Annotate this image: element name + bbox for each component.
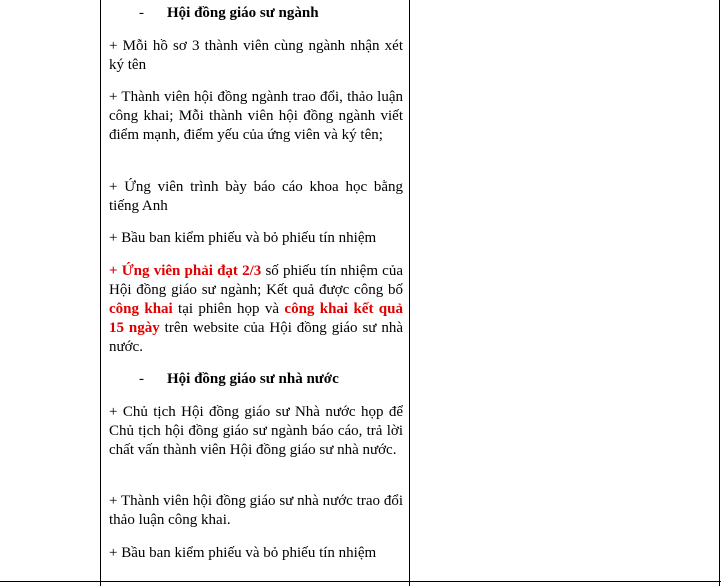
paragraph-5-text-3: trên website của Hội đồng giáo sư nhà nước. [109, 320, 404, 355]
section1-paragraph-4: + Bầu ban kiểm phiếu và bỏ phiếu tín nhiệm [109, 230, 377, 246]
section2-paragraph-3: + Bầu ban kiểm phiếu và bỏ phiếu tín nhiệm [109, 545, 377, 561]
section1-paragraph-5 [109, 262, 403, 357]
section2-paragraph-2: + Thành viên hội đồng giáo sư nhà nước trao đổi thảo luận công khai. [109, 493, 403, 528]
section1-paragraph-3: + Ứng viên trình bày báo cáo khoa học bằng tiếng Anh [109, 179, 403, 214]
paragraph-5-text-2: tại phiên họp và [172, 301, 285, 317]
section1-paragraph-2: + Thành viên hội đồng ngành trao đổi, thảo luận công khai; Mỗi thành viên hội đồng ngành viết điểm mạnh, điểm yếu của ứng viên và ký tên; [109, 89, 403, 143]
section1-heading: Hội đồng giáo sư ngành [167, 5, 319, 21]
table-border-right [719, 0, 720, 586]
highlight-public-15-days: công khai kết quả 15 ngày [109, 301, 403, 336]
section1-paragraph-1: + Mỗi hồ sơ 3 thành viên cùng ngành nhận xét ký tên [109, 38, 403, 73]
section2-heading: Hội đồng giáo sư nhà nước [167, 371, 339, 387]
highlight-public: công khai [109, 301, 173, 317]
section2-dash: - [139, 371, 144, 387]
section1-dash: - [139, 5, 144, 21]
highlight-vote-requirement: + Ứng viên phải đạt 2/3 [109, 263, 262, 279]
content-cell [101, 0, 410, 586]
section2-paragraph-1: + Chủ tịch Hội đồng giáo sư Nhà nước họp để Chủ tịch hội đồng giáo sư ngành báo cáo, trả lời chất vấn thành viên Hội đồng giáo sư nhà nước. [109, 404, 403, 458]
paragraph-5-text-1: số phiếu tín nhiệm của Hội đồng giáo sư ngành; Kết quả được công bố [109, 263, 404, 298]
